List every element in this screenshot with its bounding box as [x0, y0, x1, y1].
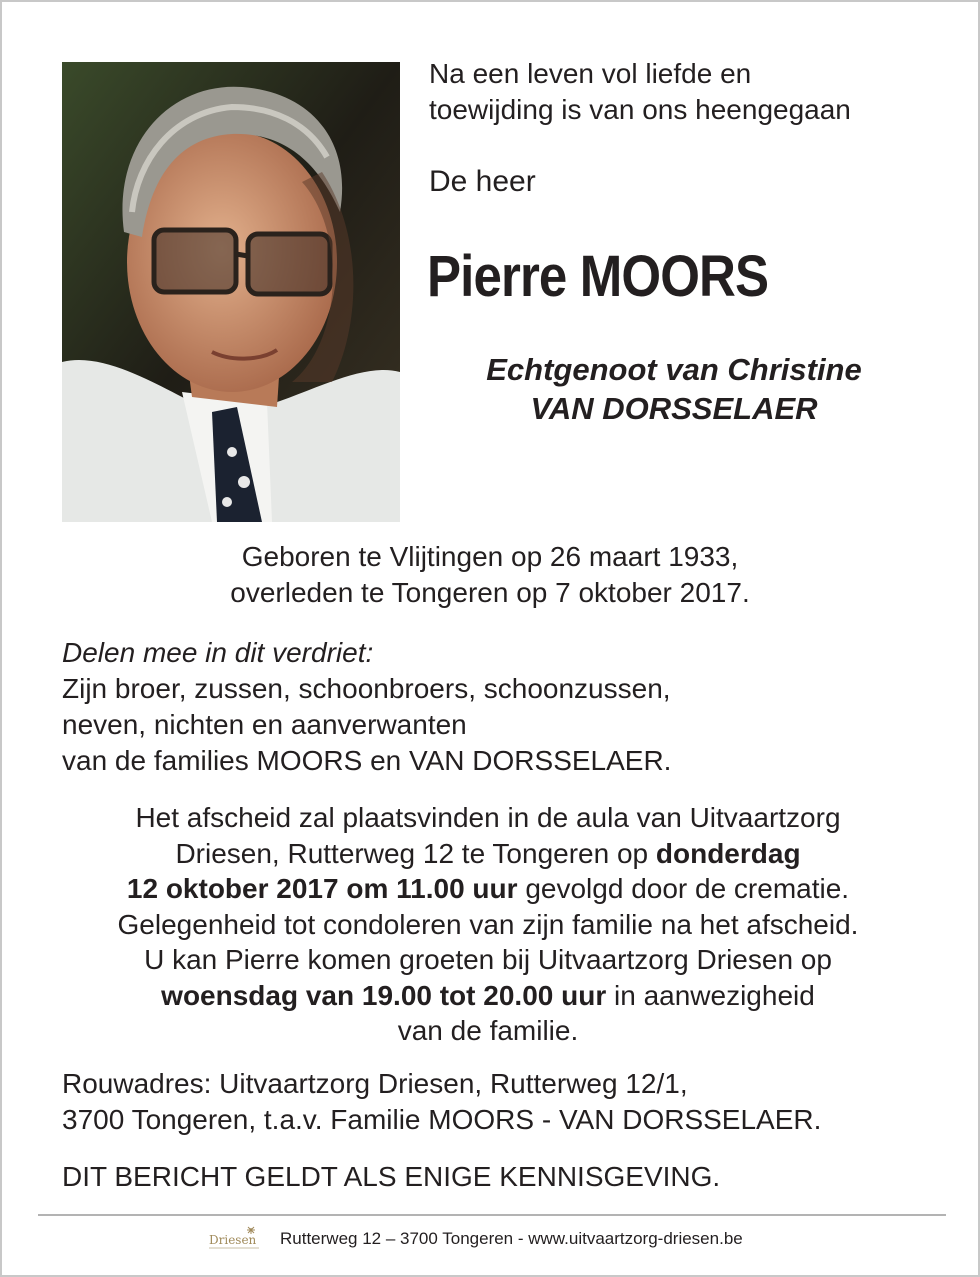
title-prefix: De heer: [429, 165, 536, 198]
mourners-line-1: Zijn broer, zussen, schoonbroers, schoonzussen,: [62, 673, 671, 704]
born-line: Geboren te Vlijtingen op 26 maart 1933,: [241, 541, 739, 572]
intro-text: [429, 56, 851, 128]
address-line-2: 3700 Tongeren, t.a.v. Familie MOORS - VAN DORSSELAER.: [62, 1104, 822, 1135]
service-line-6: [42, 978, 934, 1014]
mourners-line-3: van de families MOORS en VAN DORSSELAER.: [62, 745, 672, 776]
service-line-2: [42, 836, 934, 872]
portrait-image: [62, 62, 400, 522]
svg-text:Driesen: Driesen: [209, 1233, 257, 1247]
funeral-home-logo: [207, 1226, 265, 1254]
service-line-3: [42, 871, 934, 907]
mourners-lead: Delen mee in dit verdriet:: [62, 637, 374, 668]
visitation-time: woensdag van 19.00 tot 20.00 uur: [161, 979, 607, 1011]
died-line: overleden te Tongeren op 7 oktober 2017.: [230, 577, 750, 608]
service-line-5: U kan Pierre komen groeten bij Uitvaartzorg Driesen op: [144, 944, 832, 975]
service-line-1: Het afscheid zal plaatsvinden in de aula van Uitvaartzorg: [135, 802, 841, 833]
spouse-info: [432, 350, 916, 428]
footer-divider: [38, 1214, 946, 1216]
footer: [2, 1224, 978, 1256]
service-line-3-text: gevolgd door de crematie.: [517, 873, 850, 904]
service-details: [42, 800, 934, 1049]
mourners-line-2: neven, nichten en aanverwanten: [62, 709, 467, 740]
service-day: donderdag: [655, 837, 801, 869]
deceased-name: Pierre MOORS: [427, 244, 769, 309]
service-datetime: 12 oktober 2017 om 11.00 uur: [126, 873, 518, 904]
address-line-1: Rouwadres: Uitvaartzorg Driesen, Rutterweg 12/1,: [62, 1068, 688, 1099]
life-dates: [62, 539, 918, 611]
notice-text: DIT BERICHT GELDT ALS ENIGE KENNISGEVING.: [62, 1161, 721, 1192]
service-line-7: van de familie.: [397, 1015, 579, 1046]
spouse-line-2: VAN DORSSELAER: [530, 391, 818, 426]
intro-line-2: toewijding is van ons heengegaan: [429, 94, 851, 125]
portrait-photo: [62, 62, 400, 522]
footer-contact: Rutterweg 12 – 3700 Tongeren - www.uitvaartzorg-driesen.be: [280, 1229, 743, 1248]
intro-line-1: Na een leven vol liefde en: [429, 58, 752, 89]
spouse-line-1: Echtgenoot van Christine: [486, 352, 862, 387]
mourning-address: [62, 1066, 821, 1138]
mourners-section: [62, 635, 671, 779]
service-line-6-text: in aanwezigheid: [606, 979, 815, 1011]
service-line-2-text: Driesen, Rutterweg 12 te Tongeren op: [175, 837, 656, 869]
service-line-4: Gelegenheid tot condoleren van zijn familie na het afscheid.: [117, 908, 859, 940]
